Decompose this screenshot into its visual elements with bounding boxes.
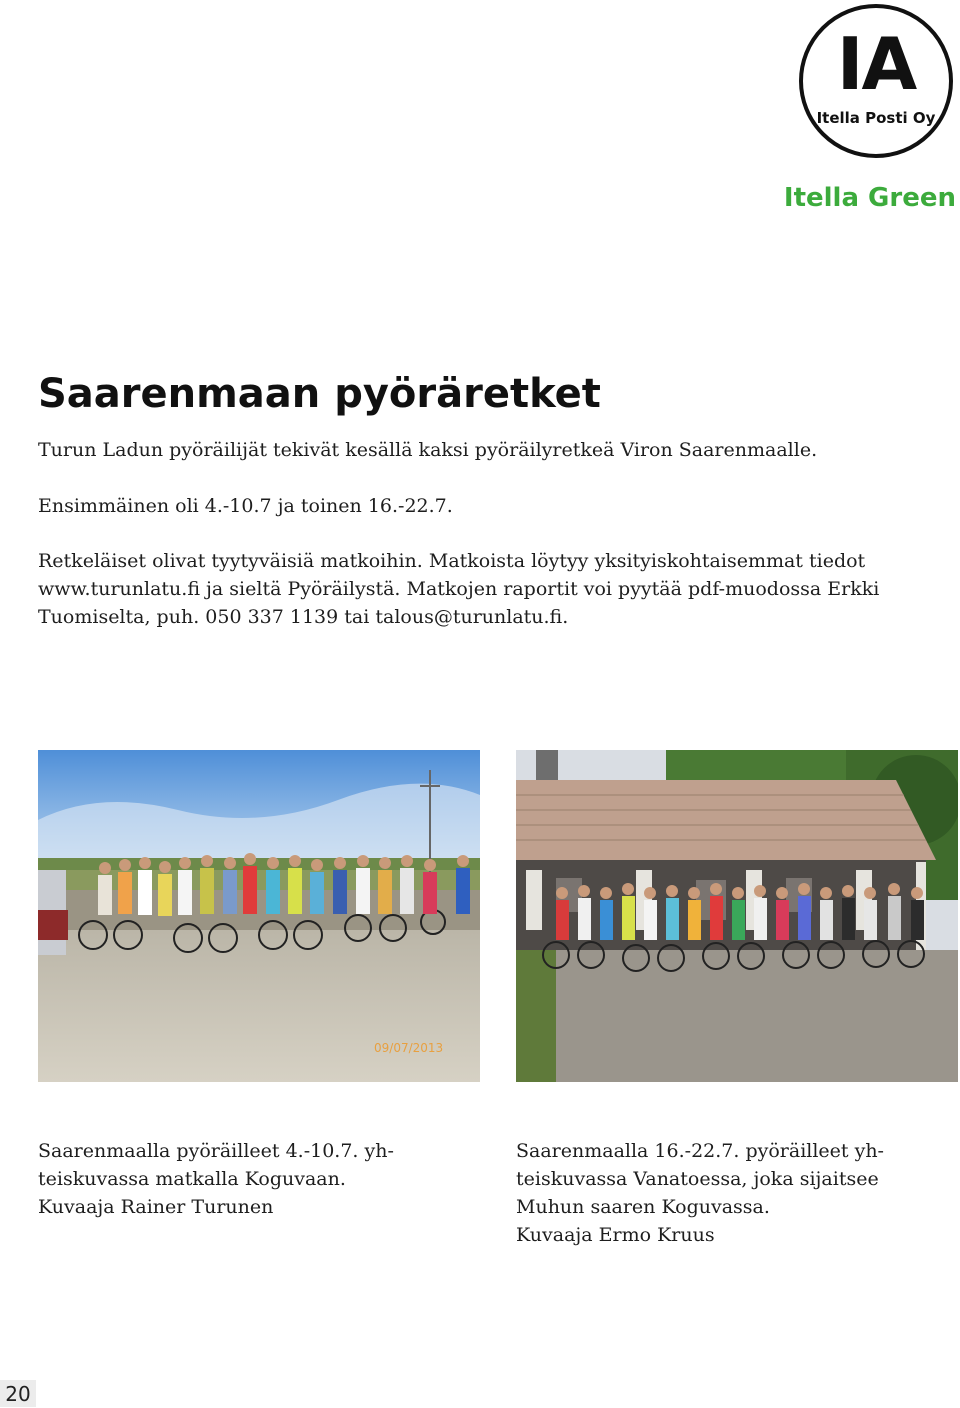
caption-line: teiskuvassa Vanatoessa, joka sijaitsee	[516, 1168, 879, 1190]
caption-line: Kuvaaja Ermo Kruus	[516, 1224, 715, 1246]
photo-caption-1	[38, 1137, 458, 1221]
article-paragraph: Turun Ladun pyöräilijät tekivät kesällä kaksi pyöräilyretkeä Viron Saarenmaalle.	[38, 439, 818, 461]
article-title: Saarenmaan pyöräretket	[38, 371, 601, 417]
photo-cyclists-building	[516, 750, 958, 1082]
caption-line: teiskuvassa matkalla Koguvaan.	[38, 1168, 346, 1190]
itella-logo	[799, 4, 953, 158]
photo-cyclists-road-image	[38, 750, 480, 1082]
page-number: 20	[0, 1380, 36, 1407]
logo-mark: IA	[836, 22, 916, 106]
article-paragraph: Ensimmäinen oli 4.-10.7 ja toinen 16.-22.7.	[38, 495, 453, 517]
caption-line: Kuvaaja Rainer Turunen	[38, 1196, 274, 1218]
photo-caption-2	[516, 1137, 946, 1249]
article-paragraph: Retkeläiset olivat tyytyväisiä matkoihin. Matkoista löytyy yksityiskohtaisemmat tiedot www.turunlatu.fi ja sieltä Pyöräilystä. Matkojen raportit voi pyytää pdf-muodossa Erkki Tuomiselta, puh. 050 337 1139 tai talous@turunlatu.fi.	[38, 550, 880, 628]
brand-label: Itella Green	[783, 183, 956, 213]
caption-line: Saarenmaalla 16.-22.7. pyöräilleet yh-	[516, 1140, 884, 1162]
photo-cyclists-road	[38, 750, 480, 1082]
photo-date-stamp: 09/07/2013	[374, 1041, 444, 1055]
caption-line: Saarenmaalla pyöräilleet 4.-10.7. yh-	[38, 1140, 394, 1162]
logo-company-name: Itella Posti Oy	[816, 109, 936, 127]
caption-line: Muhun saaren Koguvassa.	[516, 1196, 770, 1218]
photo-cyclists-building-image	[516, 750, 958, 1082]
